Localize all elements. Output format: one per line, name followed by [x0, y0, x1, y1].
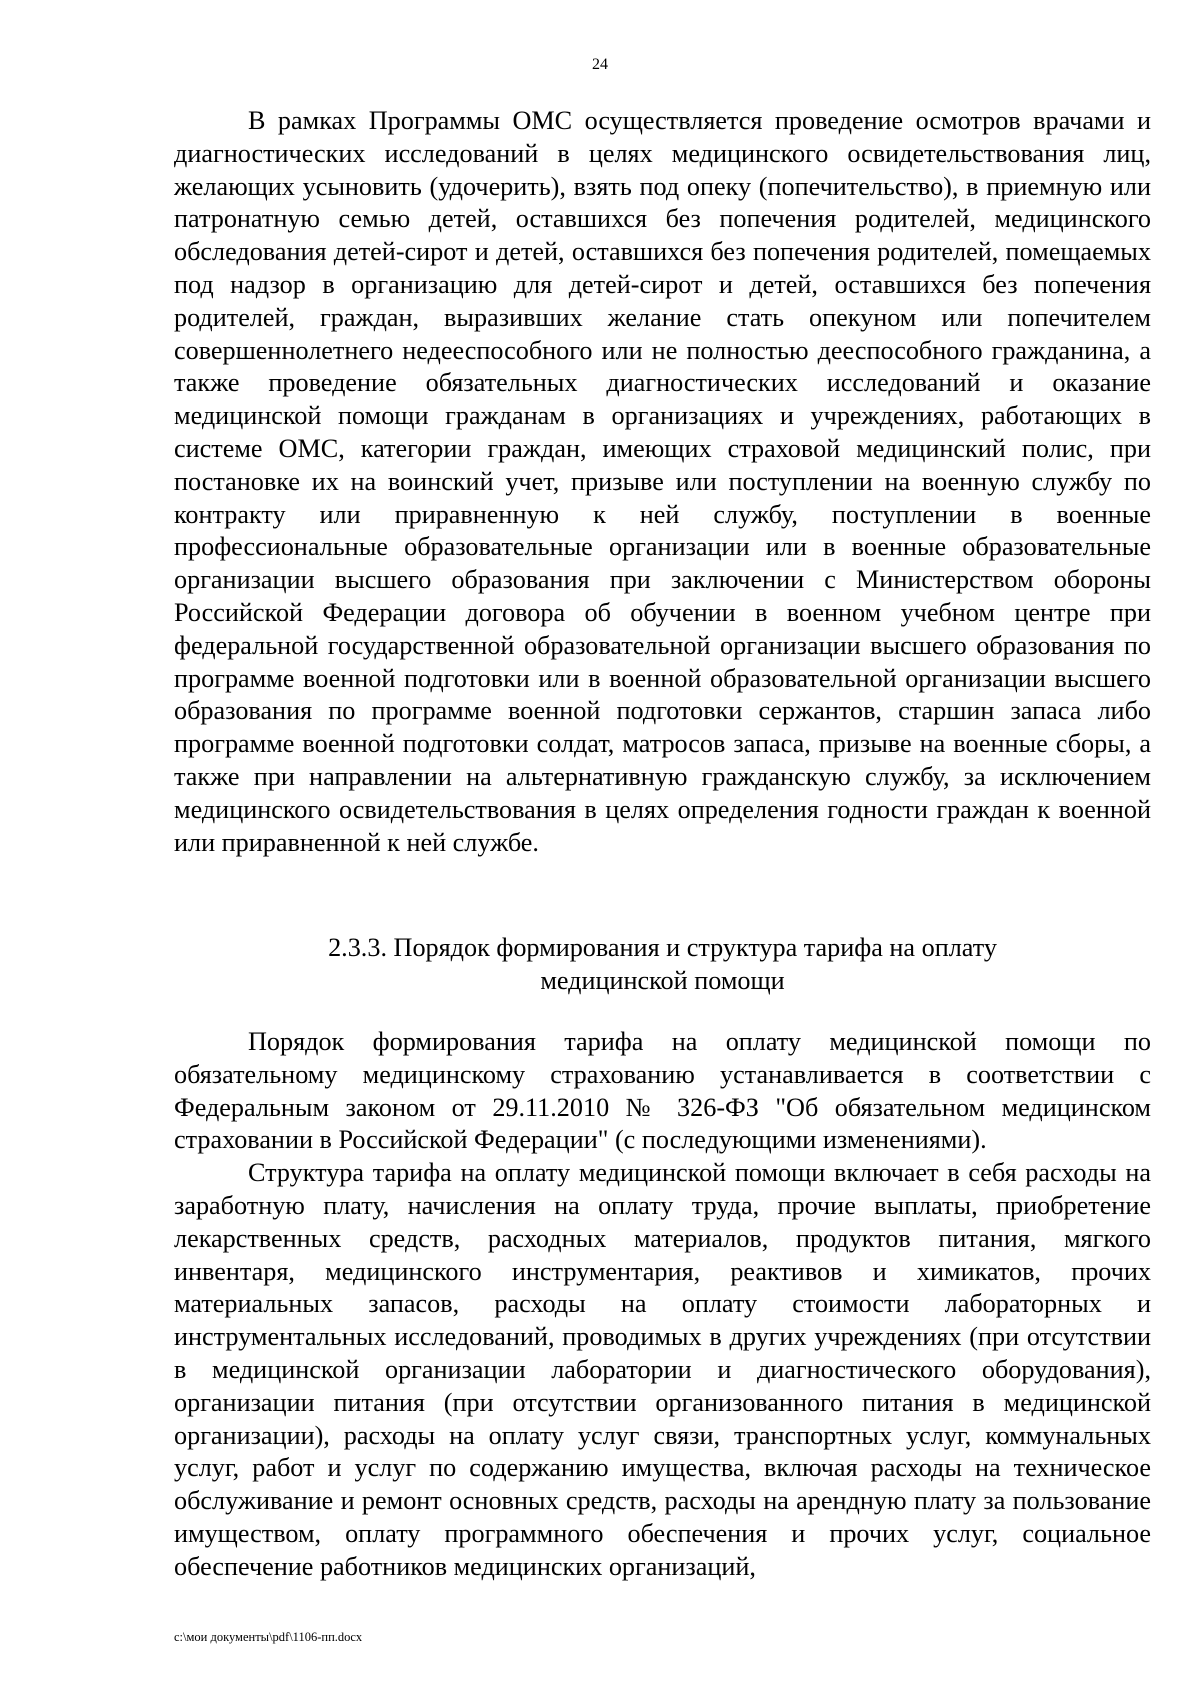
section-heading [174, 932, 1151, 998]
section-heading-line-2: медицинской помощи [540, 965, 785, 995]
paragraph-tariff-structure: Структура тарифа на оплату медицинской помощи включает в себя расходы на заработную плату, начисления на оплату труда, прочие выплаты, приобретение лекарственных средств, расходных материалов, продуктов питания, мягкого инвентаря, медицинского инструментария, реактивов и химикатов, прочих материальных запасов, расходы на оплату стоимости лабораторных и инструментальных исследований, проводимых в других учреждениях (при отсутствии в медицинской организации лаборатории и диагностического оборудования), организации питания (при отсутствии организованного питания в медицинской организации), расходы на оплату услуг связи, транспортных услуг, коммунальных услуг, работ и услуг по содержанию имущества, включая расходы на техническое обслуживание и ремонт основных средств, расходы на арендную плату за пользование имуществом, оплату программного обеспечения и прочих услуг, социальное обеспечение работников медицинских организаций, [174, 1158, 1151, 1581]
footer-file-path: c:\мои документы\pdf\1106-пп.docx [174, 1630, 363, 1644]
paragraph-medical-examinations: В рамках Программы ОМС осуществляется проведение осмотров врачами и диагностических исследований в целях медицинского освидетельствования лиц, желающих усыновить (удочерить), взять под опеку (попечительство), в приемную или патронатную семью детей, оставшихся без попечения родителей, медицинского обследования детей-сирот и детей, оставшихся без попечения родителей, помещаемых под надзор в организацию для детей-сирот и детей, оставшихся без попечения родителей, граждан, выразивших желание стать опекуном или попечителем совершеннолетнего недееспособного или не полностью дееспособного гражданина, а также проведение обязательных диагностических исследований и оказание медицинской помощи гражданам в организациях и учреждениях, работающих в системе ОМС, категории граждан, имеющих страховой медицинский полис, при постановке их на воинский учет, призыве или поступлении на военную службу по контракту или приравненную к ней службу, поступлении в военные профессиональные образовательные организации или в военные образовательные организации высшего образования при заключении с Министерством обороны Российской Федерации договора об обучении в военном учебном центре при федеральной государственной образовательной организации высшего образования по программе военной подготовки или в военной образовательной организации высшего образования по программе военной подготовки сержантов, старшин запаса либо программе военной подготовки солдат, матросов запаса, призыве на военные сборы, а также при направлении на альтернативную гражданскую службу, за исключением медицинского освидетельствования в целях определения годности граждан к военной или приравненной к ней службе. [174, 106, 1151, 857]
paragraph-group-bottom [174, 1026, 1151, 1584]
paragraph-tariff-procedure: Порядок формирования тарифа на оплату медицинской помощи по обязательному медицинскому страхованию устанавливается в соответствии с Федеральным законом от 29.11.2010 № 326-ФЗ "Об обязательном медицинском страховании в Российской Федерации" (с последующими изменениями). [174, 1027, 1151, 1155]
paragraph-group-top [174, 105, 1151, 859]
page-number: 24 [592, 56, 608, 73]
section-heading-line-1: 2.3.3. Порядок формирования и структура тарифа на оплату [328, 933, 997, 962]
